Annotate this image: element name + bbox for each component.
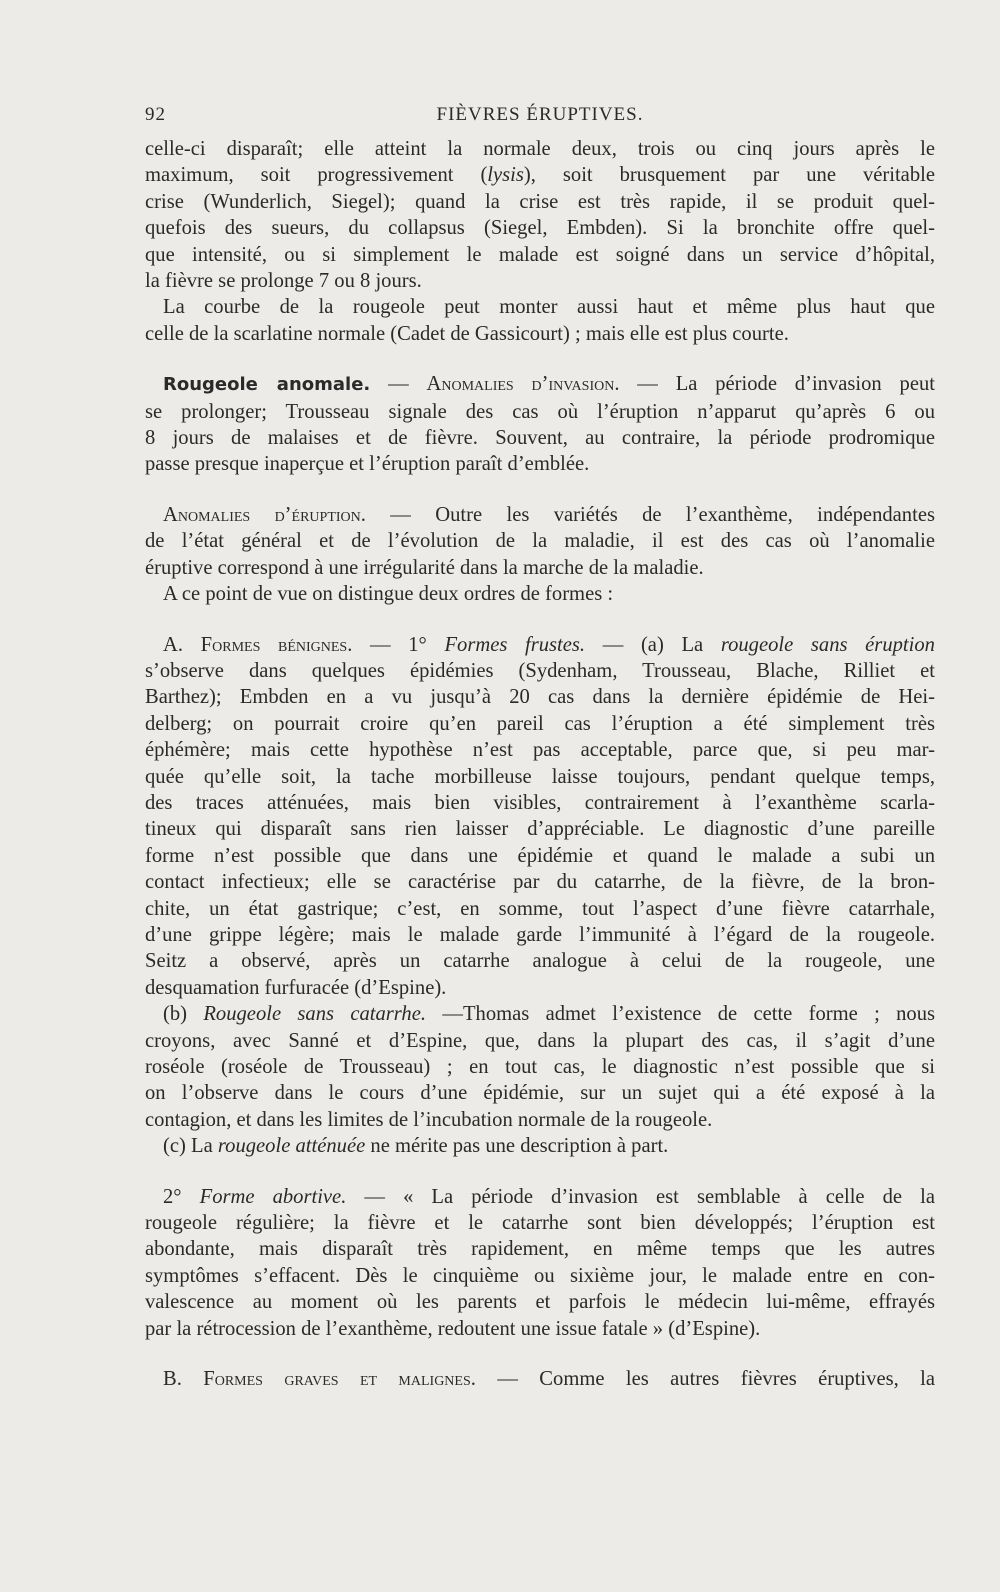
text-line: roséole (roséole de Trousseau) ; en tout cas, le diagnostic n’est possible que si: [145, 1056, 935, 1078]
text-line: (b) Rougeole sans catarrhe. —Thomas admet l’existence de cette forme ; nous: [163, 1003, 936, 1026]
text-line: A. Formes bénignes. — 1° Formes frustes. — (a) La rougeole sans éruption: [163, 633, 935, 656]
paragraph: [145, 1133, 935, 1159]
page-body: [145, 136, 935, 1392]
text-line: tineux qui disparaît sans rien laisser d’appréciable. Le diagnostic d’une pareille: [145, 818, 935, 841]
subsection-heading: Formes graves et malignes.: [203, 1368, 476, 1391]
text-line: de l’état général et de l’évolution de la maladie, il est des cas où l’anomalie: [145, 530, 935, 553]
text-line: A ce point de vue on distingue deux ordres de formes :: [163, 583, 614, 606]
text-line: d’une grippe légère; mais le malade garde l’immunité à l’égard de la rougeole.: [145, 923, 935, 946]
text-line: delberg; on pourrait croire qu’en pareil cas l’éruption a été simplement très: [145, 712, 935, 735]
text-line: rougeole régulière; la fièvre et le catarrhe sont bien développés; l’éruption est: [145, 1212, 935, 1235]
section-forme-abortive: [145, 1184, 935, 1342]
text-line: on l’observe dans le cours d’une épidémie, sur un sujet qui a été exposé à la: [145, 1082, 935, 1105]
text-line: (c) La rougeole atténuée ne mérite pas une description à part.: [163, 1135, 669, 1158]
section-rougeole-anomale: [145, 371, 935, 478]
text-line: Rougeole anomale. — Anomalies d’invasion. — La période d’invasion peut: [163, 373, 935, 396]
subsection-heading: Formes bénignes.: [200, 633, 353, 656]
text-line: celle-ci disparaît; elle atteint la normale deux, trois ou cinq jours après le: [145, 138, 935, 160]
subsection-heading: Anomalies d’invasion.: [426, 373, 620, 396]
text-line: abondante, mais disparaît très rapidement, en même temps que les autres: [145, 1238, 935, 1261]
text-line: quée qu’elle soit, la tache morbilleuse laisse toujours, pendant quelque temps,: [145, 765, 935, 788]
page-header: [145, 104, 935, 128]
text-line: forme n’est possible que dans une épidémie et quand le malade a subi un: [145, 844, 935, 867]
text-line: que intensité, ou si simplement le malade est soigné dans un service d’hôpital,: [145, 243, 935, 266]
paragraph: [145, 136, 935, 294]
section-heading: Rougeole anomale.: [163, 374, 371, 396]
section-formes-graves: [145, 1366, 935, 1392]
text-line: valescence au moment où les parents et parfois le médecin lui-même, effrayés: [145, 1291, 935, 1314]
text-line: contagion, et dans les limites de l’incubation normale de la rougeole.: [145, 1108, 713, 1131]
text-line: Barthez); Embden en a vu jusqu’à 20 cas dans la dernière épidémie de Hei-: [145, 686, 935, 709]
text-line: 2° Forme abortive. — « La période d’invasion est semblable à celle de la: [163, 1185, 935, 1208]
text-line: éruptive correspond à une irrégularité dans la marche de la maladie.: [145, 556, 704, 579]
text-line: maximum, soit progressivement (lysis), soit brusquement par une véritable: [145, 164, 935, 187]
text-line: celle de la scarlatine normale (Cadet de Gassicourt) ; mais elle est plus courte.: [145, 322, 789, 345]
text-line: symptômes s’effacent. Dès le cinquième ou sixième jour, le malade entre en con-: [145, 1264, 935, 1287]
text-line: chite, un état gastrique; c’est, en somme, tout l’aspect d’une fièvre catarrhale,: [145, 897, 935, 920]
text-line: se prolonger; Trousseau signale des cas où l’éruption n’apparut qu’après 6 ou: [145, 400, 935, 423]
page-number: 92: [145, 104, 166, 125]
section-formes-benignes: [145, 632, 935, 1002]
text-line: passe presque inaperçue et l’éruption paraît d’emblée.: [145, 453, 590, 476]
text-line: quefois des sueurs, du collapsus (Siegel, Embden). Si la bronchite offre quel-: [145, 217, 935, 240]
subsection-heading: Anomalies d’éruption.: [163, 503, 366, 526]
text-line: éphémère; mais cette hypothèse n’est pas acceptable, parce que, si peu mar-: [145, 739, 935, 762]
paragraph: [145, 294, 935, 347]
text-line: crise (Wunderlich, Siegel); quand la crise est très rapide, il se produit quel-: [145, 190, 935, 213]
text-line: Seitz a observé, après un catarrhe analogue à celui de la rougeole, une: [145, 950, 935, 973]
text-line: s’observe dans quelques épidémies (Sydenham, Trousseau, Blache, Rilliet et: [145, 659, 935, 682]
text-line: La courbe de la rougeole peut monter aussi haut et même plus haut que: [163, 296, 935, 319]
running-title: FIÈVRES ÉRUPTIVES.: [436, 104, 644, 125]
text-line: des traces atténuées, mais bien visibles, contrairement à l’exanthème scarla-: [145, 791, 935, 814]
text-line: desquamation furfuracée (d’Espine).: [145, 976, 447, 999]
text-line: par la rétrocession de l’exanthème, redoutent une issue fatale » (d’Espine).: [145, 1317, 761, 1340]
text-line: contact infectieux; elle se caractérise par du catarrhe, de la fièvre, de la bron-: [145, 871, 935, 894]
text-line: croyons, avec Sanné et d’Espine, que, dans la plupart des cas, il s’agit d’une: [145, 1029, 935, 1052]
text-line: B. Formes graves et malignes. — Comme les autres fièvres éruptives, la: [163, 1368, 936, 1391]
text-line: Anomalies d’éruption. — Outre les variétés de l’exanthème, indépendantes: [163, 503, 935, 526]
text-line: la fièvre se prolonge 7 ou 8 jours.: [145, 270, 422, 293]
paragraph: [145, 1001, 935, 1133]
text-line: 8 jours de malaises et de fièvre. Souvent, au contraire, la période prodromique: [145, 427, 935, 450]
section-anomalies-eruption: [145, 502, 935, 608]
